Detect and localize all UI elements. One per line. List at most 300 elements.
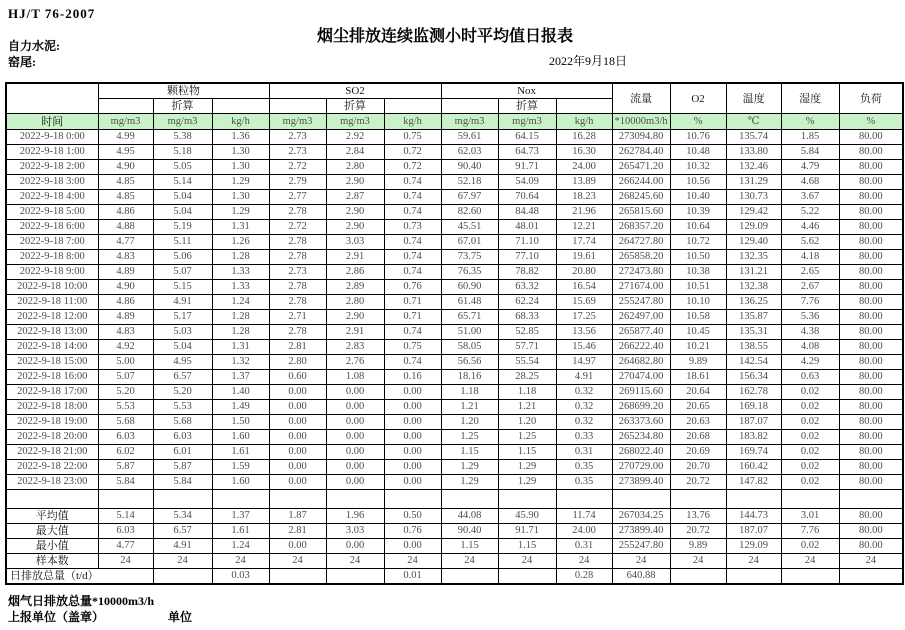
summary-value-cell: 4.91	[153, 539, 212, 554]
value-cell: 48.01	[498, 220, 556, 235]
value-cell: 169.18	[726, 400, 781, 415]
time-header: 时间	[6, 114, 98, 130]
empty-cell	[153, 490, 212, 509]
empty-cell	[6, 490, 98, 509]
value-cell: 1.28	[212, 250, 269, 265]
unit-o2-percent: %	[670, 114, 726, 130]
empty-cell	[326, 569, 384, 585]
table-row	[6, 280, 903, 295]
value-cell: 0.72	[384, 145, 441, 160]
value-cell: 57.71	[498, 340, 556, 355]
value-cell: 2.76	[326, 355, 384, 370]
value-cell: 0.74	[384, 265, 441, 280]
value-cell: 5.87	[98, 460, 153, 475]
value-cell: 265858.20	[612, 250, 670, 265]
empty-cell	[498, 569, 556, 585]
value-cell: 2.79	[269, 175, 326, 190]
value-cell: 0.00	[384, 460, 441, 475]
value-cell: 80.00	[839, 295, 903, 310]
value-cell: 0.63	[781, 370, 839, 385]
value-cell: 2.81	[269, 340, 326, 355]
value-cell: 270474.00	[612, 370, 670, 385]
value-cell: 2.91	[326, 325, 384, 340]
group-flow: 流量	[612, 83, 670, 114]
value-cell: 80.00	[839, 265, 903, 280]
data-rows	[6, 130, 903, 490]
value-cell: 76.35	[441, 265, 498, 280]
value-cell: 2.87	[326, 190, 384, 205]
value-cell: 80.00	[839, 430, 903, 445]
group-header-row	[6, 83, 903, 99]
value-cell: 160.42	[726, 460, 781, 475]
empty-cell	[153, 569, 212, 585]
value-cell: 7.76	[781, 295, 839, 310]
value-cell: 60.90	[441, 280, 498, 295]
value-cell: 21.96	[556, 205, 612, 220]
value-cell: 0.74	[384, 175, 441, 190]
value-cell: 5.04	[153, 340, 212, 355]
time-cell: 2022-9-18 0:00	[6, 130, 98, 145]
value-cell: 10.32	[670, 160, 726, 175]
value-cell: 1.29	[441, 460, 498, 475]
value-cell: 80.00	[839, 370, 903, 385]
value-cell: 18.16	[441, 370, 498, 385]
value-cell: 5.07	[153, 265, 212, 280]
value-cell: 269115.60	[612, 385, 670, 400]
value-cell: 1.60	[212, 475, 269, 490]
summary-row	[6, 509, 903, 524]
table-row	[6, 475, 903, 490]
unit-load-percent: %	[839, 114, 903, 130]
value-cell: 16.54	[556, 280, 612, 295]
value-cell: 4.68	[781, 175, 839, 190]
value-cell: 17.25	[556, 310, 612, 325]
value-cell: 4.89	[98, 265, 153, 280]
value-cell: 147.82	[726, 475, 781, 490]
spacer-row	[6, 490, 903, 509]
value-cell: 2.90	[326, 205, 384, 220]
empty-cell	[269, 99, 326, 114]
summary-value-cell: 24	[556, 554, 612, 569]
summary-value-cell: 1.37	[212, 509, 269, 524]
daily-total-label: 日排放总量（t/d）	[6, 569, 153, 585]
summary-value-cell: 24	[612, 554, 670, 569]
daily-total-row	[6, 569, 903, 585]
summary-value-cell: 24	[670, 554, 726, 569]
value-cell: 10.50	[670, 250, 726, 265]
summary-value-cell: 20.72	[670, 524, 726, 539]
value-cell: 0.00	[384, 385, 441, 400]
value-cell: 129.40	[726, 235, 781, 250]
group-particulate: 颗粒物	[98, 83, 269, 99]
value-cell: 0.00	[326, 475, 384, 490]
value-cell: 0.16	[384, 370, 441, 385]
time-cell: 2022-9-18 22:00	[6, 460, 98, 475]
value-cell: 80.00	[839, 235, 903, 250]
value-cell: 55.54	[498, 355, 556, 370]
unit-pm-mg: mg/m3	[98, 114, 153, 130]
value-cell: 4.18	[781, 250, 839, 265]
value-cell: 5.36	[781, 310, 839, 325]
value-cell: 2.80	[326, 160, 384, 175]
group-load: 负荷	[839, 83, 903, 114]
value-cell: 1.28	[212, 310, 269, 325]
summary-value-cell: 129.09	[726, 539, 781, 554]
nox-converted-label: 折算	[498, 99, 556, 114]
time-cell: 2022-9-18 4:00	[6, 190, 98, 205]
value-cell: 45.51	[441, 220, 498, 235]
time-cell: 2022-9-18 19:00	[6, 415, 98, 430]
value-cell: 16.28	[556, 130, 612, 145]
value-cell: 20.80	[556, 265, 612, 280]
empty-cell	[612, 490, 670, 509]
unit-temperature: ℃	[726, 114, 781, 130]
value-cell: 4.86	[98, 205, 153, 220]
value-cell: 18.23	[556, 190, 612, 205]
value-cell: 266244.00	[612, 175, 670, 190]
value-cell: 1.31	[212, 220, 269, 235]
time-cell: 2022-9-18 11:00	[6, 295, 98, 310]
summary-value-cell: 267034.25	[612, 509, 670, 524]
value-cell: 268699.20	[612, 400, 670, 415]
value-cell: 132.46	[726, 160, 781, 175]
value-cell: 1.20	[498, 415, 556, 430]
empty-cell	[212, 490, 269, 509]
value-cell: 1.25	[498, 430, 556, 445]
table-row	[6, 310, 903, 325]
summary-value-cell: 2.81	[269, 524, 326, 539]
value-cell: 1.61	[212, 445, 269, 460]
value-cell: 28.25	[498, 370, 556, 385]
value-cell: 0.74	[384, 235, 441, 250]
value-cell: 5.15	[153, 280, 212, 295]
value-cell: 4.95	[98, 145, 153, 160]
value-cell: 1.50	[212, 415, 269, 430]
value-cell: 80.00	[839, 145, 903, 160]
summary-value-cell: 24	[212, 554, 269, 569]
value-cell: 4.99	[98, 130, 153, 145]
value-cell: 80.00	[839, 400, 903, 415]
summary-value-cell: 24	[269, 554, 326, 569]
value-cell: 270729.00	[612, 460, 670, 475]
group-temperature: 温度	[726, 83, 781, 114]
empty-cell	[98, 99, 153, 114]
value-cell: 0.72	[384, 160, 441, 175]
value-cell: 10.64	[670, 220, 726, 235]
value-cell: 56.56	[441, 355, 498, 370]
value-cell: 0.02	[781, 385, 839, 400]
value-cell: 0.74	[384, 250, 441, 265]
unit-nox-kgh: kg/h	[556, 114, 612, 130]
value-cell: 80.00	[839, 280, 903, 295]
value-cell: 62.24	[498, 295, 556, 310]
summary-value-cell: 0.50	[384, 509, 441, 524]
value-cell: 264727.80	[612, 235, 670, 250]
standard-code: HJ/T 76-2007	[8, 6, 96, 21]
value-cell: 187.07	[726, 415, 781, 430]
value-cell: 77.10	[498, 250, 556, 265]
value-cell: 10.72	[670, 235, 726, 250]
report-date: 2022年9月18日	[549, 54, 628, 68]
value-cell: 59.61	[441, 130, 498, 145]
value-cell: 255247.80	[612, 295, 670, 310]
value-cell: 129.09	[726, 220, 781, 235]
empty-corner-cell	[6, 83, 98, 114]
value-cell: 51.00	[441, 325, 498, 340]
value-cell: 5.20	[98, 385, 153, 400]
value-cell: 2.72	[269, 160, 326, 175]
value-cell: 1.40	[212, 385, 269, 400]
time-cell: 2022-9-18 6:00	[6, 220, 98, 235]
header-rows	[6, 83, 903, 130]
empty-cell	[556, 490, 612, 509]
daily-total-nox-kgh: 0.28	[556, 569, 612, 585]
summary-value-cell: 0.31	[556, 539, 612, 554]
empty-cell	[212, 99, 269, 114]
value-cell: 4.79	[781, 160, 839, 175]
summary-value-cell: 24	[98, 554, 153, 569]
value-cell: 1.21	[498, 400, 556, 415]
value-cell: 0.00	[326, 415, 384, 430]
value-cell: 1.37	[212, 370, 269, 385]
value-cell: 6.02	[98, 445, 153, 460]
report-table	[5, 82, 904, 585]
value-cell: 265877.40	[612, 325, 670, 340]
table-row	[6, 295, 903, 310]
table-row	[6, 220, 903, 235]
value-cell: 68.33	[498, 310, 556, 325]
value-cell: 2.78	[269, 325, 326, 340]
summary-label: 最小值	[6, 539, 98, 554]
total-rows	[6, 569, 903, 585]
table-row	[6, 325, 903, 340]
value-cell: 19.61	[556, 250, 612, 265]
summary-value-cell: 7.76	[781, 524, 839, 539]
value-cell: 0.02	[781, 415, 839, 430]
value-cell: 10.48	[670, 145, 726, 160]
summary-value-cell: 80.00	[839, 524, 903, 539]
group-nox: Nox	[441, 83, 612, 99]
value-cell: 132.38	[726, 280, 781, 295]
value-cell: 1.49	[212, 400, 269, 415]
value-cell: 4.86	[98, 295, 153, 310]
value-cell: 1.15	[441, 445, 498, 460]
time-cell: 2022-9-18 14:00	[6, 340, 98, 355]
value-cell: 80.00	[839, 130, 903, 145]
value-cell: 2.71	[269, 310, 326, 325]
value-cell: 10.40	[670, 190, 726, 205]
value-cell: 0.02	[781, 475, 839, 490]
value-cell: 2.83	[326, 340, 384, 355]
summary-value-cell: 24	[781, 554, 839, 569]
value-cell: 80.00	[839, 205, 903, 220]
value-cell: 20.68	[670, 430, 726, 445]
value-cell: 3.03	[326, 235, 384, 250]
summary-value-cell: 0.76	[384, 524, 441, 539]
value-cell: 4.90	[98, 160, 153, 175]
summary-value-cell: 80.00	[839, 539, 903, 554]
empty-cell	[781, 490, 839, 509]
summary-value-cell: 1.87	[269, 509, 326, 524]
value-cell: 271674.00	[612, 280, 670, 295]
value-cell: 80.00	[839, 445, 903, 460]
table-row	[6, 415, 903, 430]
value-cell: 10.10	[670, 295, 726, 310]
value-cell: 4.95	[153, 355, 212, 370]
value-cell: 6.57	[153, 370, 212, 385]
summary-row	[6, 554, 903, 569]
summary-label: 最大值	[6, 524, 98, 539]
value-cell: 20.64	[670, 385, 726, 400]
value-cell: 4.77	[98, 235, 153, 250]
value-cell: 10.58	[670, 310, 726, 325]
value-cell: 156.34	[726, 370, 781, 385]
time-cell: 2022-9-18 1:00	[6, 145, 98, 160]
value-cell: 13.56	[556, 325, 612, 340]
value-cell: 1.59	[212, 460, 269, 475]
summary-value-cell: 24.00	[556, 524, 612, 539]
value-cell: 1.24	[212, 295, 269, 310]
unit-so2-kgh: kg/h	[384, 114, 441, 130]
summary-value-cell: 3.01	[781, 509, 839, 524]
value-cell: 10.45	[670, 325, 726, 340]
value-cell: 1.28	[212, 325, 269, 340]
value-cell: 5.87	[153, 460, 212, 475]
value-cell: 0.00	[384, 430, 441, 445]
value-cell: 1.85	[781, 130, 839, 145]
value-cell: 2.78	[269, 250, 326, 265]
value-cell: 5.22	[781, 205, 839, 220]
time-cell: 2022-9-18 16:00	[6, 370, 98, 385]
value-cell: 4.85	[98, 175, 153, 190]
value-cell: 1.33	[212, 265, 269, 280]
empty-cell	[98, 490, 153, 509]
empty-cell	[726, 490, 781, 509]
time-cell: 2022-9-18 9:00	[6, 265, 98, 280]
summary-value-cell: 1.96	[326, 509, 384, 524]
summary-value-cell: 0.00	[326, 539, 384, 554]
value-cell: 130.73	[726, 190, 781, 205]
value-cell: 67.01	[441, 235, 498, 250]
value-cell: 1.20	[441, 415, 498, 430]
value-cell: 80.00	[839, 340, 903, 355]
value-cell: 132.35	[726, 250, 781, 265]
value-cell: 1.29	[498, 475, 556, 490]
group-o2: O2	[670, 83, 726, 114]
unit-flow: *10000m3/h	[612, 114, 670, 130]
value-cell: 0.75	[384, 130, 441, 145]
table-row	[6, 160, 903, 175]
value-cell: 20.65	[670, 400, 726, 415]
time-cell: 2022-9-18 8:00	[6, 250, 98, 265]
value-cell: 80.00	[839, 175, 903, 190]
time-cell: 2022-9-18 7:00	[6, 235, 98, 250]
value-cell: 24.00	[556, 160, 612, 175]
time-cell: 2022-9-18 18:00	[6, 400, 98, 415]
value-cell: 10.56	[670, 175, 726, 190]
summary-value-cell: 44.08	[441, 509, 498, 524]
table-row	[6, 265, 903, 280]
summary-value-cell: 1.61	[212, 524, 269, 539]
value-cell: 1.29	[212, 175, 269, 190]
summary-value-cell: 3.03	[326, 524, 384, 539]
kiln-label: 窑尾:	[8, 55, 36, 69]
value-cell: 5.53	[153, 400, 212, 415]
value-cell: 0.00	[269, 445, 326, 460]
value-cell: 129.42	[726, 205, 781, 220]
value-cell: 5.14	[153, 175, 212, 190]
unit-pm-kgh: kg/h	[212, 114, 269, 130]
value-cell: 6.03	[98, 430, 153, 445]
value-cell: 262784.40	[612, 145, 670, 160]
table-row	[6, 385, 903, 400]
value-cell: 15.69	[556, 295, 612, 310]
value-cell: 5.11	[153, 235, 212, 250]
summary-value-cell: 13.76	[670, 509, 726, 524]
time-cell: 2022-9-18 15:00	[6, 355, 98, 370]
value-cell: 1.36	[212, 130, 269, 145]
summary-value-cell: 24	[441, 554, 498, 569]
value-cell: 135.74	[726, 130, 781, 145]
value-cell: 1.29	[212, 205, 269, 220]
value-cell: 0.00	[384, 475, 441, 490]
value-cell: 15.46	[556, 340, 612, 355]
value-cell: 262497.00	[612, 310, 670, 325]
value-cell: 169.74	[726, 445, 781, 460]
summary-value-cell: 6.57	[153, 524, 212, 539]
value-cell: 5.62	[781, 235, 839, 250]
summary-rows	[6, 490, 903, 569]
value-cell: 5.84	[98, 475, 153, 490]
value-cell: 1.29	[498, 460, 556, 475]
value-cell: 0.02	[781, 460, 839, 475]
summary-value-cell: 24	[326, 554, 384, 569]
value-cell: 5.03	[153, 325, 212, 340]
value-cell: 2.92	[326, 130, 384, 145]
summary-row	[6, 524, 903, 539]
value-cell: 4.46	[781, 220, 839, 235]
value-cell: 0.00	[269, 430, 326, 445]
value-cell: 5.05	[153, 160, 212, 175]
value-cell: 0.32	[556, 415, 612, 430]
value-cell: 91.71	[498, 160, 556, 175]
value-cell: 0.00	[326, 460, 384, 475]
value-cell: 0.33	[556, 430, 612, 445]
value-cell: 10.21	[670, 340, 726, 355]
value-cell: 5.06	[153, 250, 212, 265]
value-cell: 5.19	[153, 220, 212, 235]
value-cell: 1.08	[326, 370, 384, 385]
value-cell: 5.04	[153, 190, 212, 205]
value-cell: 2.91	[326, 250, 384, 265]
table-row	[6, 175, 903, 190]
summary-label: 平均值	[6, 509, 98, 524]
table-row	[6, 340, 903, 355]
value-cell: 0.00	[326, 385, 384, 400]
summary-value-cell: 1.15	[498, 539, 556, 554]
value-cell: 0.31	[556, 445, 612, 460]
value-cell: 0.76	[384, 280, 441, 295]
time-cell: 2022-9-18 10:00	[6, 280, 98, 295]
table-row	[6, 460, 903, 475]
table-row	[6, 430, 903, 445]
value-cell: 0.74	[384, 325, 441, 340]
value-cell: 272473.80	[612, 265, 670, 280]
summary-value-cell: 24	[384, 554, 441, 569]
value-cell: 1.30	[212, 190, 269, 205]
value-cell: 6.03	[153, 430, 212, 445]
value-cell: 0.00	[269, 460, 326, 475]
